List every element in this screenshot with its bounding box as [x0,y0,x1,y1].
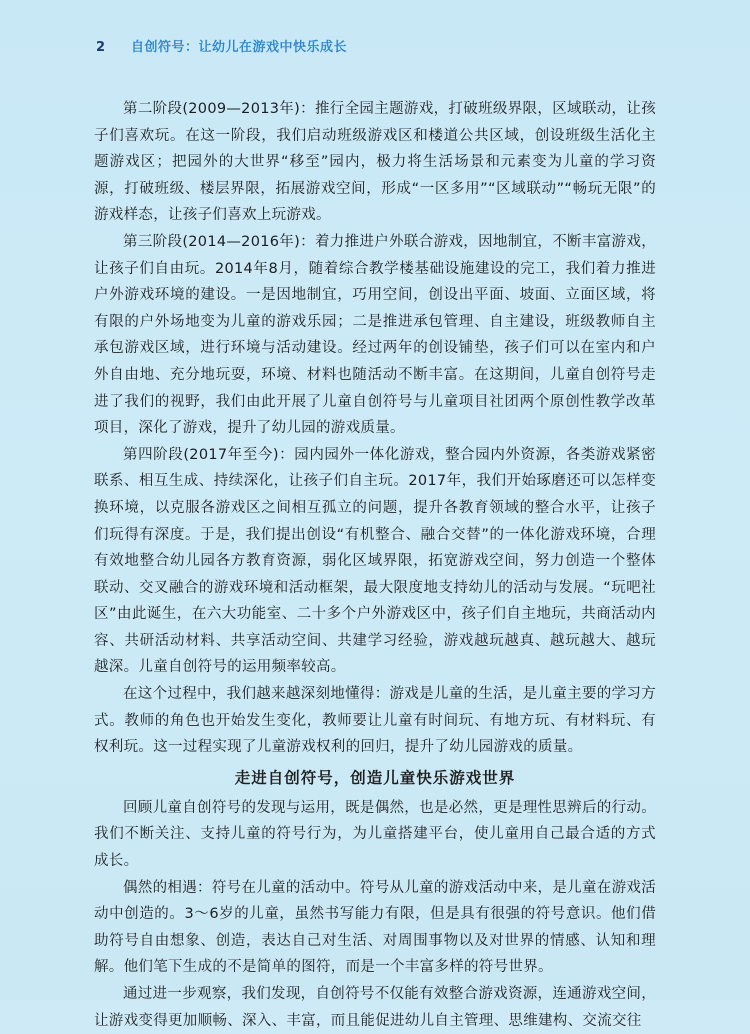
page-header [96,36,347,55]
paragraph-stage-four: 第四阶段(2017年至今)：园内园外一体化游戏，整合园内外资源，各类游戏紧密联系、相互生成、持续深化，让孩子们自主玩。2017年，我们开始琢磨还可以怎样变换环境，以克服各游戏区之间相互孤立的问题，提升各教育领域的整合水平，让孩子们玩得有深度。于是，我们提出创设“有机整合、融合交替”的一体化游戏环境，合理有效地整合幼儿园各方教育资源，弱化区域界限，拓宽游戏空间，努力创造一个整体联动、交叉融合的游戏环境和活动框架，最大限度地支持幼儿的活动与发展。“玩吧社区”由此诞生，在六大功能室、二十多个户外游戏区中，孩子们自主地玩，共商活动内容、共研活动材料、共享活动空间、共建学习经验，游戏越玩越真、越玩越大、越玩越深。儿童自创符号的运用频率较高。 [94,446,656,676]
page-number: 2 [96,40,106,55]
page-body [94,96,656,1034]
paragraph-chance-encounter: 偶然的相遇：符号在儿童的活动中。符号从儿童的游戏活动中来，是儿童在游戏活动中创造的。3～6岁的儿童，虽然书写能力有限，但是具有很强的符号意识。他们借助符号自由想象、创造，表达自己对生活、对周围事物以及对世界的情感、认知和理解。他们笔下生成的不是简单的图符，而是一个丰富多样的符号世界。 [94,879,656,976]
paragraph-review: 回顾儿童自创符号的发现与运用，既是偶然，也是必然，更是理性思辨后的行动。我们不断关注、支持儿童的符号行为，为儿童搭建平台，使儿童用自己最合适的方式成长。 [94,799,656,870]
paragraph-further-observation: 通过进一步观察，我们发现，自创符号不仅能有效整合游戏资源，连通游戏空间，让游戏变得更加顺畅、深入、丰富，而且能促进幼儿自主管理、思维建构、交流交往 [94,986,656,1029]
paragraph-stage-three: 第三阶段(2014—2016年)：着力推进户外联合游戏，因地制宜，不断丰富游戏，让孩子们自由玩。2014年8月，随着综合教学楼基础设施建设的完工，我们着力推进户外游戏环境的建设。一是因地制宜，巧用空间，创设出平面、坡面、立面区域，将有限的户外场地变为儿童的游戏乐园；二是推进承包管理、自主建设，班级教师自主承包游戏区域，进行环境与活动建设。经过两年的创设铺垫，孩子们可以在室内和户外自由地、充分地玩耍，环境、材料也随活动不断丰富。在这期间，儿童自创符号走进了我们的视野，我们由此开展了儿童自创符号与儿童项目社团两个原创性教学改革项目，深化了游戏，提升了幼儿园的游戏质量。 [94,233,656,437]
paragraph-process-summary: 在这个过程中，我们越来越深刻地懂得：游戏是儿童的生活，是儿童主要的学习方式。教师的角色也开始发生变化，教师要让儿童有时间玩、有地方玩、有材料玩、有权利玩。这一过程实现了儿童游戏权利的回归，提升了幼儿园游戏的质量。 [94,686,656,756]
running-title: 自创符号：让幼儿在游戏中快乐成长 [131,40,348,55]
paragraph-stage-two: 第二阶段(2009—2013年)：推行全园主题游戏，打破班级界限，区域联动，让孩子们喜欢玩。在这一阶段，我们启动班级游戏区和楼道公共区域，创设班级生活化主题游戏区；把园外的大世界“移至”园内，极力将生活场景和元素变为儿童的学习资源，打破班级、楼层界限，拓展游戏空间，形成“一区多用”“区域联动”“畅玩无限”的游戏样态，让孩子们喜欢上玩游戏。 [94,101,656,224]
section-heading: 走进自创符号，创造儿童快乐游戏世界 [234,768,516,787]
